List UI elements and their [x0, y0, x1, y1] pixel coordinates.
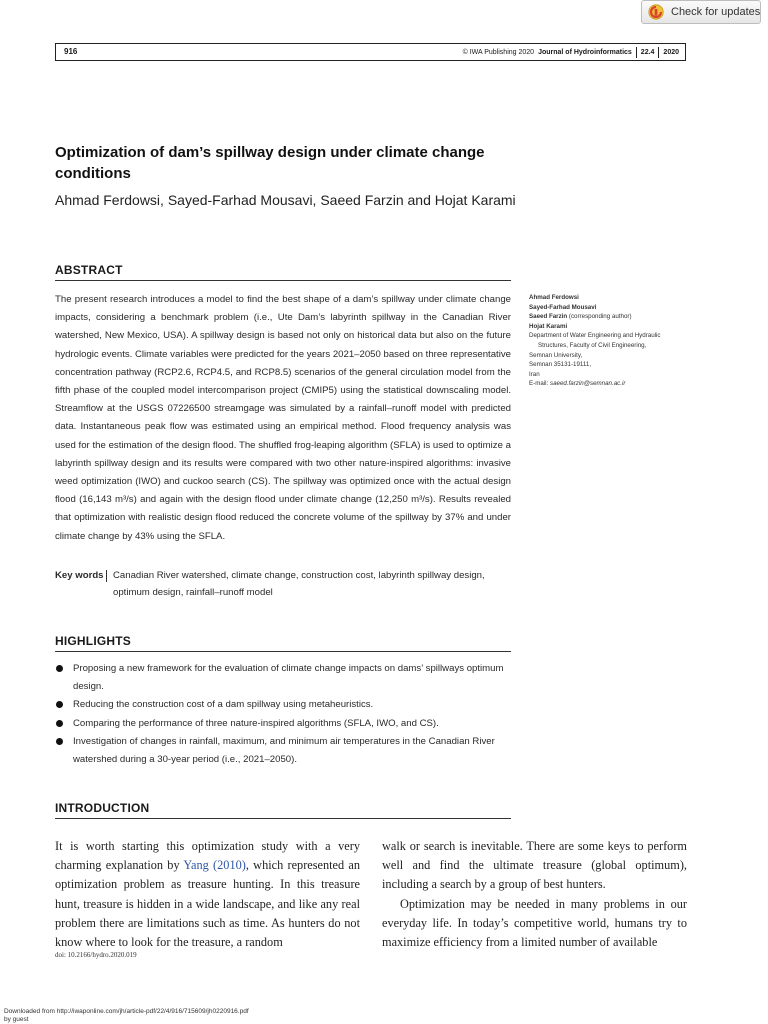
intro-column-right	[382, 837, 687, 952]
doi[interactable]: doi: 10.2166/hydro.2020.019	[55, 951, 137, 959]
list-item	[55, 733, 515, 769]
affil-author-4: Hojat Karami	[529, 322, 568, 330]
list-item	[55, 696, 515, 714]
check-for-updates-label: Check for updates	[671, 6, 761, 18]
page-number: 916	[64, 47, 78, 56]
intro-text: It is worth starting this optimization study with a very charming explanation by	[55, 839, 360, 873]
download-notice	[4, 1008, 249, 1024]
intro-column-left	[55, 837, 360, 952]
header-journal-info	[463, 47, 679, 58]
check-for-updates-button[interactable]	[641, 0, 761, 24]
abstract-heading: ABSTRACT	[55, 263, 123, 277]
affil-author-1: Ahmad Ferdowsi	[529, 294, 579, 301]
affil-author-3-row	[529, 312, 729, 322]
highlights-list	[55, 660, 515, 769]
keywords-label: Key words	[55, 570, 104, 581]
highlight-text: Proposing a new framework for the evaluation of climate change impacts on dams’ spillways optimum design.	[73, 663, 504, 693]
affil-author-3: Saeed Farzin	[529, 313, 568, 321]
copyright: © IWA Publishing 2020	[462, 49, 535, 56]
author-affiliation	[529, 293, 729, 389]
keywords-divider	[106, 570, 107, 582]
header-divider	[658, 47, 659, 58]
download-line-2: by guest	[4, 1016, 29, 1023]
intro-paragraph-1	[55, 837, 360, 952]
corresponding-note: (corresponding author)	[568, 313, 632, 321]
affil-country: Iran	[529, 370, 540, 378]
highlights-heading: HIGHLIGHTS	[55, 634, 131, 648]
email-link[interactable]: saeed.farzin@semnan.ac.ir	[550, 380, 626, 388]
list-item	[55, 715, 515, 733]
intro-text: , which represented an optimization problem as treasure hunting. In this treasure hunt, treasure is hidden in a wide landscape, and like any real problem there are limitations such as time. As hunters do not know where to look for the treasure, a random	[55, 858, 361, 950]
abstract-text: The present research introduces a model to find the best shape of a dam’s spillway under climate change impacts, considering a benchmark problem (i.e., Ute Dam’s labyrinth spillway in the Canadian River watershed, New Mexico, USA). A spillway design is based not only on historical data but also on the future hydrologic events. Climate variables were predicted for the years 2021–2050 based on three representative concentration pathway (RCP2.6, RCP4.5, and RCP8.5) scenarios of the general circulation model from the fifth phase of the coupled model intercomparison project (CMIP5) using the statistical downscaling model. Streamflow at the USGS 07226500 streamgage was simulated by a rainfall–runoff model with predicted data. Instantaneous peak flow was estimated using an empirical method. Flood frequency analysis was used for the estimation of the design flood. The shuffled frog-leaping algorithm (SFLA) is used to optimize a labyrinth spillway design and its results were compared with two other nature-inspired algorithms: invasive weed optimization (IWO) and cuckoo search (CS). The spillway was optimized once with the actual design flood (16,143 m³/s) and again with the design flood under climate change (12,250 m³/s). Results revealed that optimization with realistic design flood reduced the concrete volume of the spillway by 37% and under climate change by 43% using the SFLA.	[55, 294, 511, 542]
journal-volume: 22.4	[640, 49, 655, 56]
introduction-rule	[55, 818, 511, 819]
running-header	[55, 43, 686, 61]
highlight-text: Comparing the performance of three nature-inspired algorithms (SFLA, IWO, and CS).	[73, 717, 439, 729]
bullet-icon	[56, 738, 63, 745]
bullet-icon	[56, 720, 63, 727]
affil-dept-2: Structures, Faculty of Civil Engineering,	[538, 341, 647, 349]
affil-university: Semnan University,	[529, 351, 583, 359]
article-title: Optimization of dam’s spillway design under climate change conditions	[55, 144, 485, 182]
header-divider	[636, 47, 637, 58]
highlight-text: Investigation of changes in rainfall, maximum, and minimum air temperatures in the Canadian River watershed during a 30-year period (i.e., 2021–2050).	[73, 735, 495, 766]
highlights-rule	[55, 651, 511, 652]
update-icon	[648, 4, 664, 20]
intro-paragraph-1-cont: walk or search is inevitable. There are some keys to perform well and find the ultimate treasure (global optimum), including a search by a group of best hunters.	[382, 839, 687, 892]
bullet-icon	[56, 665, 63, 672]
intro-paragraph-2: Optimization may be needed in many problems in our everyday life. In today’s competitive world, humans try to maximize efficiency from a limited number of available	[382, 896, 687, 950]
introduction-heading: INTRODUCTION	[55, 801, 150, 815]
email-label: E-mail:	[529, 380, 549, 388]
affil-dept-1: Department of Water Engineering and Hydraulic	[529, 332, 661, 340]
author-list: Ahmad Ferdowsi, Sayed-Farhad Mousavi, Saeed Farzin and Hojat Karami	[55, 192, 516, 208]
affil-email-row	[529, 379, 729, 389]
bullet-icon	[56, 701, 63, 708]
list-item	[55, 660, 515, 696]
citation-link-yang[interactable]: Yang (2010)	[183, 858, 246, 873]
journal-name: Journal of Hydroinformatics	[538, 49, 632, 56]
affil-city: Semnan 35131-19111,	[529, 361, 592, 369]
abstract-rule	[55, 280, 511, 281]
journal-year: 2020	[663, 49, 679, 56]
highlight-text: Reducing the construction cost of a dam spillway using metaheuristics.	[73, 699, 374, 711]
affil-author-2: Sayed-Farhad Mousavi	[529, 303, 597, 311]
download-line-1: Downloaded from http://iwaponline.com/jh/article-pdf/22/4/916/715609/jh0220916.pdf	[4, 1008, 249, 1015]
keywords-text: Canadian River watershed, climate change, construction cost, labyrinth spillway design, optimum design, rainfall–runoff model	[113, 570, 485, 598]
